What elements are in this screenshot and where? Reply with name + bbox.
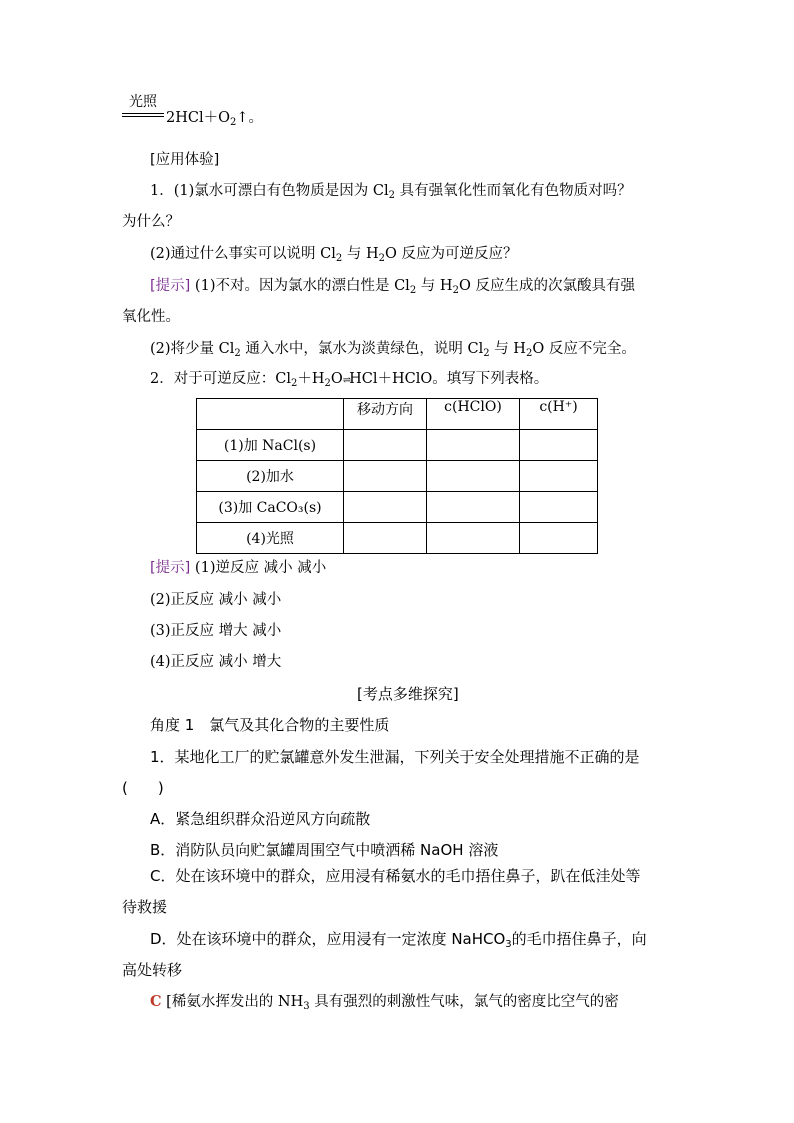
table-cell: (4)光照 [197,523,344,554]
table-cell [520,461,598,492]
answer-letter: C [150,993,162,1010]
table-header-cell: c(HClO) [427,399,520,430]
table-header-row [197,399,598,430]
reaction-condition [122,94,164,117]
option-b: B．消防队员向贮氯罐周围空气中喷洒稀 NaOH 溶液 [150,841,499,859]
table-cell: (2)加水 [197,461,344,492]
section-heading-apply: [应用体验] [150,152,220,168]
table-cell [427,461,520,492]
answer-2-line-1: [提示] (1)逆反应 减小 减小 [150,560,327,576]
option-c: C．处在该环境中的群众，应用浸有稀氨水的毛巾捂住鼻子，趴在低洼处等 [150,867,641,885]
question-1-part2: (2)通过什么事实可以说明 $Cl_2$ 与 $H_2O$ 反应为可逆反应？ [150,246,518,264]
table-row [197,430,598,461]
table-cell [520,430,598,461]
reversible-arrow: ⇌ [342,375,350,386]
question-1-part1: 1．(1)氯水可漂白有色物质是因为 $Cl_2$ 具有强氧化性而氧化有色物质对吗？ [150,183,632,201]
table-cell [427,430,520,461]
option-c-cont: 待救援 [122,898,168,916]
table-cell [520,523,598,554]
option-d: D．处在该环境中的群众，应用浸有一定浓度 NaHCO$_3$的毛巾捂住鼻子，向 [150,930,647,950]
tip-label: [提示] [150,278,191,294]
answer-2-line-3: (3)正反应 增大 减小 [150,623,282,639]
mcq-stem: 1．某地化工厂的贮氯罐意外发生泄漏，下列关于安全处理措施不正确的是 [150,748,640,766]
equals-line-top [122,113,164,114]
question-1-part1-cont: 为什么？ [122,214,180,230]
table-row [197,461,598,492]
question-2-intro: 2．对于可逆反应：$Cl_2+H_2O\rightleftharpoons HCl+HClO$。填写下列表格。 [150,371,549,389]
table-cell [427,492,520,523]
table-cell [344,430,427,461]
answer-2-line-2: (2)正反应 减小 减小 [150,592,282,608]
table-cell [344,523,427,554]
equals-line-bottom [122,116,164,117]
table-cell [344,492,427,523]
table-header-cell: c(H⁺) [520,399,598,430]
table-cell: (3)加 CaCO₃(s) [197,492,344,523]
section-heading-explore: [考点多维探究] [357,685,459,703]
table-cell [344,461,427,492]
answer-2-line-4: (4)正反应 减小 增大 [150,654,282,670]
table-row [197,492,598,523]
tip-label: [提示] [150,560,191,576]
table-cell [520,492,598,523]
option-d-cont: 高处转移 [122,961,183,979]
angle-heading: 角度 1 氯气及其化合物的主要性质 [150,716,390,734]
table-cell [427,523,520,554]
reaction-product: $2HCl+O_2↑$。 [166,110,264,128]
table-row [197,523,598,554]
answer-1-part1: [提示] (1)不对。因为氯水的漂白性是 $Cl_2$ 与 $H_2O$ 反应生成的次氯酸具有强 [150,278,635,296]
answer-1-part2: (2)将少量 $Cl_2$ 通入水中，氯水为淡黄绿色，说明 $Cl_2$ 与 $H_2O$ 反应不完全。 [150,341,636,359]
equilibrium-table [196,398,598,554]
table-header-cell [197,399,344,430]
answer-1-part1-cont: 氧化性。 [122,309,180,325]
condition-label: 光照 [129,94,157,110]
table-cell: (1)加 NaCl(s) [197,430,344,461]
mcq-explanation: C [稀氨水挥发出的 $NH_3$ 具有强烈的刺激性气味，氯气的密度比空气的密 [150,993,619,1012]
option-a: A．紧急组织群众沿逆风方向疏散 [150,810,371,828]
mcq-answer-blank: ( ) [122,779,164,797]
table-header-cell: 移动方向 [344,399,427,430]
